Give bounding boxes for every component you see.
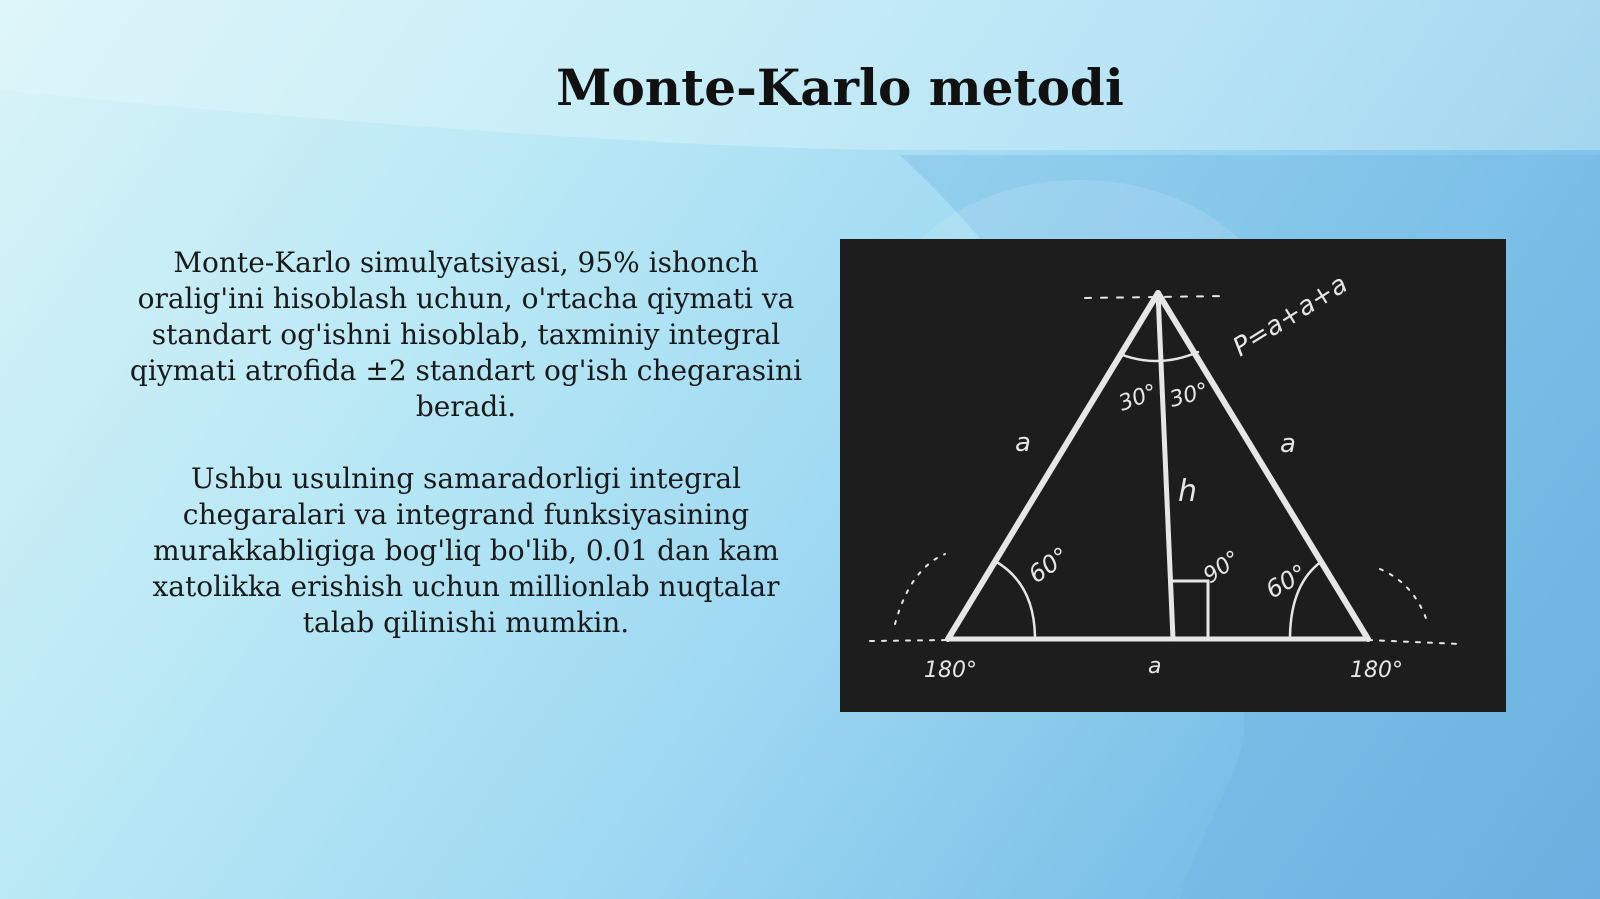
angle-label-right: 60° (1261, 558, 1312, 605)
base-extension-right (1368, 640, 1460, 644)
angle-label-left: 60° (1023, 541, 1075, 589)
base-label: a (1148, 654, 1162, 679)
base-extension-left (870, 640, 948, 641)
angle-label-right-angle: 90° (1199, 546, 1246, 589)
angle-label-top-left: 30° (1115, 379, 1161, 417)
perimeter-formula: P=a+a+a (1227, 269, 1353, 363)
chalkboard-triangle-image (840, 239, 1506, 712)
slide-title: Monte-Karlo metodi (556, 58, 1124, 117)
height-label: h (1178, 474, 1198, 509)
side-label-left: a (1015, 428, 1031, 458)
straight-angle-label-left: 180° (924, 658, 977, 683)
chalkboard-drawing (840, 239, 1506, 712)
side-label-right: a (1280, 429, 1296, 459)
right-angle-marker (1173, 581, 1208, 639)
right-straight-angle-arc (1380, 569, 1428, 624)
left-straight-angle-arc (895, 554, 945, 624)
straight-angle-label-right: 180° (1350, 658, 1403, 683)
triangle-left-side (948, 293, 1158, 639)
angle-label-top-right: 30° (1167, 378, 1212, 413)
description-paragraph-1: Monte-Karlo simulyatsiyasi, 95% ishonch oralig'ini hisoblash uchun, o'rtacha qiymati va standart og'ishni hisoblab, taxminiy integral qiymati atrofida ±2 standart og'ish chegarasini beradi. (129, 246, 803, 423)
triangle-height (1158, 293, 1173, 639)
description-paragraph-2: Ushbu usulning samaradorligi integral chegaralari va integrand funksiyasining murakkabligiga bog'liq bo'lib, 0.01 dan kam xatolikka erishish uchun millionlab nuqtalar talab qilinishi mumkin. (152, 462, 780, 639)
